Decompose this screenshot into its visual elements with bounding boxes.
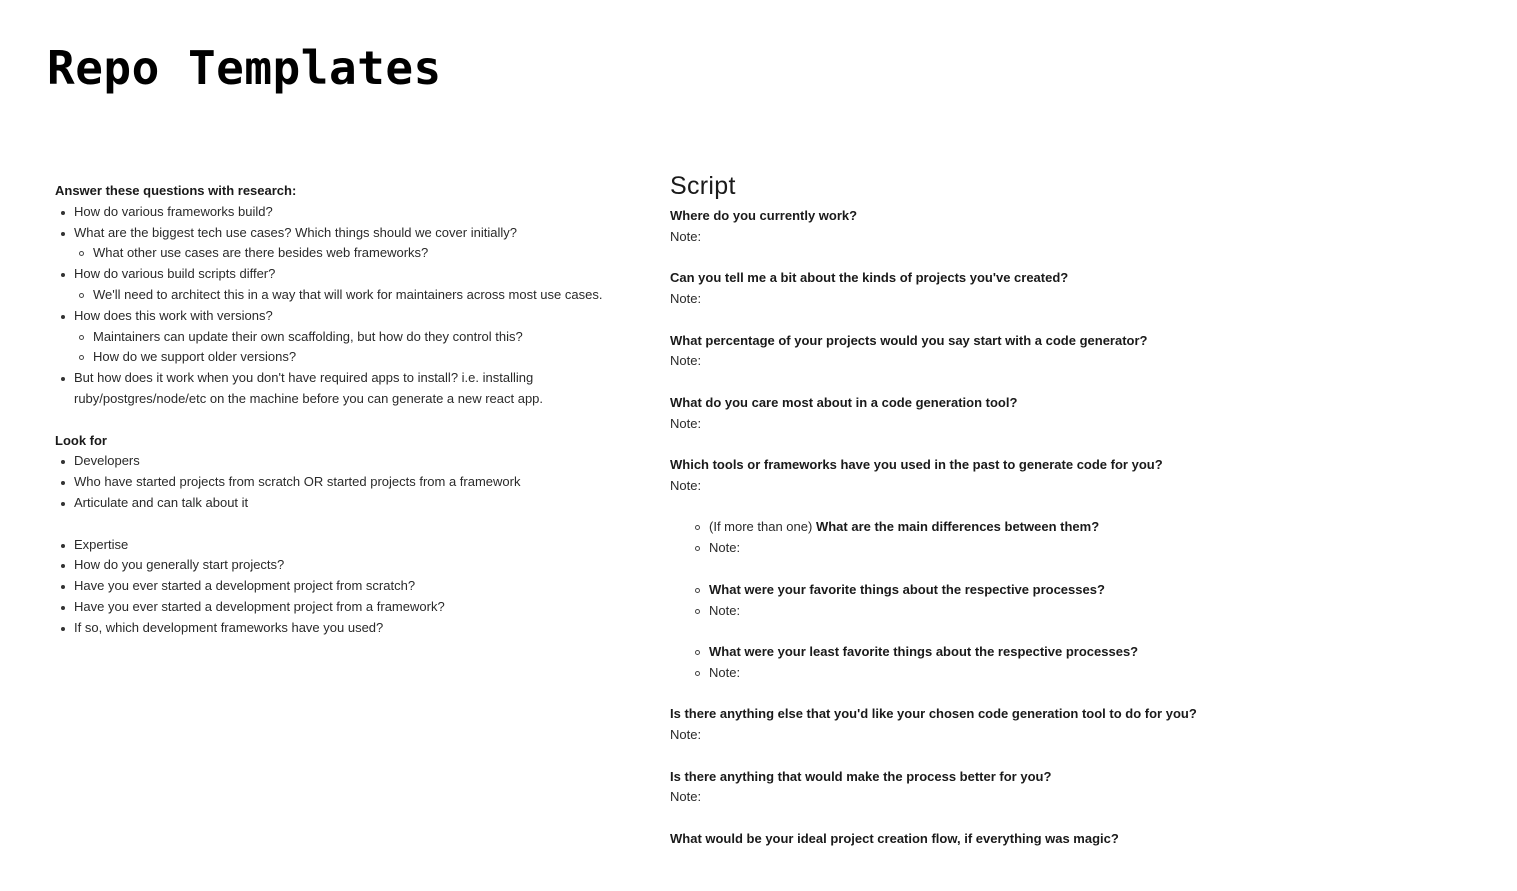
sub-question-block — [670, 642, 1290, 704]
sub-question-text: What are the main differences between them? — [815, 519, 1100, 535]
question-text: Is there anything else that you'd like your chosen code generation tool to do for you? — [670, 706, 1197, 722]
note-label: Note: — [709, 538, 1290, 559]
research-column — [55, 181, 655, 639]
note-label: Note: — [709, 663, 1290, 684]
question-text: Is there anything that would make the process better for you? — [670, 768, 1052, 784]
list-item: If so, which development frameworks have you used? — [55, 618, 655, 639]
note-label: Note: — [670, 353, 702, 369]
expertise-list — [55, 535, 655, 639]
look-for-list — [55, 451, 655, 513]
question-text: What would be your ideal project creation flow, if everything was magic? — [670, 830, 1119, 846]
note-label: Note: — [670, 228, 702, 244]
sub-question-block — [670, 580, 1290, 642]
list-item: Have you ever started a development project from scratch? — [55, 576, 655, 597]
note-label: Note: — [670, 789, 702, 805]
question-block — [670, 829, 1290, 891]
question-block — [670, 268, 1290, 330]
question-block — [670, 331, 1290, 393]
question-text: What do you care most about in a code generation tool? — [670, 394, 1018, 410]
sub-question-row — [709, 517, 1290, 538]
question-text: Where do you currently work? — [670, 208, 858, 223]
list-item: Articulate and can talk about it — [55, 493, 655, 514]
sub-question-text: What were your favorite things about the respective processes? — [709, 580, 1290, 601]
note-label: Note: — [670, 415, 702, 431]
list-item: How do various build scripts differ? — [55, 264, 655, 285]
sub-question-prefix: (If more than one) — [709, 519, 813, 535]
note-label: Note: — [670, 727, 702, 743]
question-block — [670, 455, 1290, 517]
note-label: Note: — [670, 477, 702, 493]
list-item: Have you ever started a development project from a framework? — [55, 597, 655, 618]
research-list — [55, 202, 655, 410]
list-item: Maintainers can update their own scaffolding, but how do they control this? — [55, 327, 655, 348]
sub-question-text: What were your least favorite things about the respective processes? — [709, 642, 1290, 663]
note-label: Note: — [670, 291, 702, 307]
sub-question-block — [670, 517, 1290, 579]
question-text: What percentage of your projects would you say start with a code generator? — [670, 332, 1148, 348]
list-item: How do various frameworks build? — [55, 202, 655, 223]
list-item: But how does it work when you don't have required apps to install? i.e. installing ruby/postgres/node/etc on the machine before you can generate a new react app. — [55, 368, 574, 410]
list-item: We'll need to architect this in a way that will work for maintainers across most use cases. — [55, 285, 655, 306]
look-for-heading: Look for — [55, 432, 107, 448]
question-text: Can you tell me a bit about the kinds of projects you've created? — [670, 270, 1069, 286]
list-item: Developers — [55, 451, 655, 472]
script-column — [670, 170, 1290, 891]
research-heading: Answer these questions with research: — [55, 183, 297, 198]
list-item: What are the biggest tech use cases? Which things should we cover initially? — [55, 223, 655, 244]
list-item: Expertise — [55, 535, 655, 556]
question-block — [670, 393, 1290, 455]
question-block — [670, 704, 1290, 766]
list-item: Who have started projects from scratch OR started projects from a framework — [55, 472, 655, 493]
list-item: How do we support older versions? — [55, 347, 655, 368]
note-label: Note: — [709, 601, 1290, 622]
page-title: Repo Templates — [47, 41, 442, 95]
question-block — [670, 206, 1290, 268]
list-item: How does this work with versions? — [55, 306, 655, 327]
question-block — [670, 767, 1290, 829]
question-text: Which tools or frameworks have you used in the past to generate code for you? — [670, 457, 1163, 473]
script-title: Script — [670, 172, 736, 200]
list-item: What other use cases are there besides web frameworks? — [55, 243, 655, 264]
list-item: How do you generally start projects? — [55, 555, 655, 576]
